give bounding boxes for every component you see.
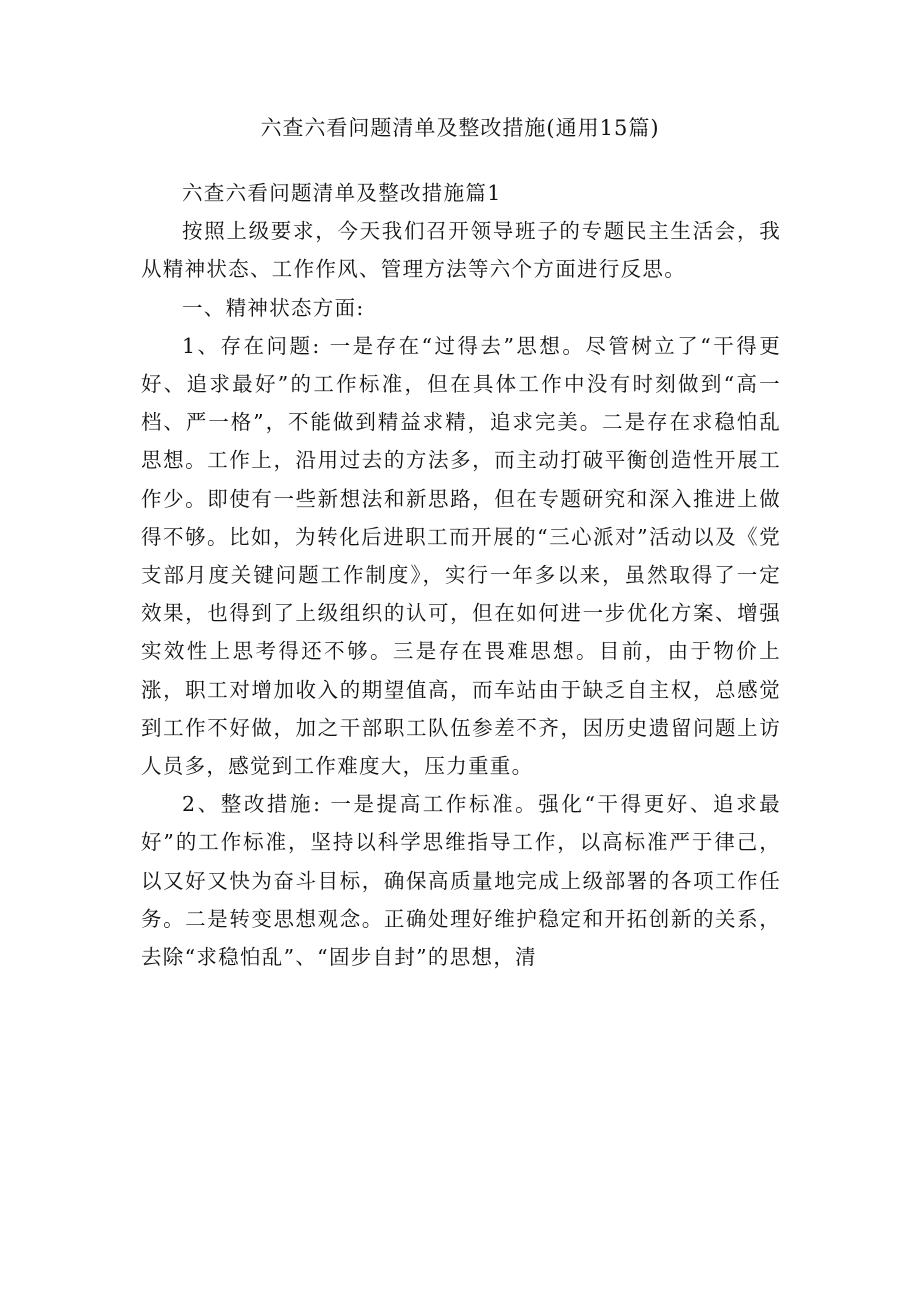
- section-heading: 六查六看问题清单及整改措施篇1: [182, 181, 502, 205]
- paragraph-intro: 按照上级要求，今天我们召开领导班子的专题民主生活会，我从精神状态、工作作风、管理方法等六个方面进行反思。: [141, 219, 781, 282]
- document-title: 六查六看问题清单及整改措施(通用15篇): [260, 116, 660, 140]
- paragraph-problems: 1、存在问题: 一是存在“过得去”思想。尽管树立了“干得更好、追求最好”的工作标准，但在具体工作中没有时刻做到“高一档、严一格”，不能做到精益求精，追求完美。二是存在求稳怕乱思想。工作上，沿用过去的方法多，而主动打破平衡创造性开展工作少。即使有一些新想法和新思路，但在专题研究和深入推进上做得不够。比如，为转化后进职工而开展的“三心派对”活动以及《党支部月度关键问题工作制度》，实行一年多以来，虽然取得了一定效果，也得到了上级组织的认可，但在如何进一步优化方案、增强实效性上思考得还不够。三是存在畏难思想。目前，由于物价上涨，职工对增加收入的期望值高，而车站由于缺乏自主权，总感觉到工作不好做，加之干部职工队伍参差不齐，因历史遗留问题上访人员多，感觉到工作难度大，压力重重。: [141, 333, 781, 779]
- document-body: [141, 174, 781, 976]
- paragraph-subheading: 一、精神状态方面:: [182, 295, 365, 320]
- paragraph-measures: 2、整改措施: 一是提高工作标准。强化“干得更好、追求最好”的工作标准，坚持以科学思维指导工作，以高标准严于律己，以又好又快为奋斗目标，确保高质量地完成上级部署的各项工作任务。二是转变思想观念。正确处理好维护稳定和开拓创新的关系，去除“求稳怕乱”、“固步自封”的思想，清: [141, 792, 781, 970]
